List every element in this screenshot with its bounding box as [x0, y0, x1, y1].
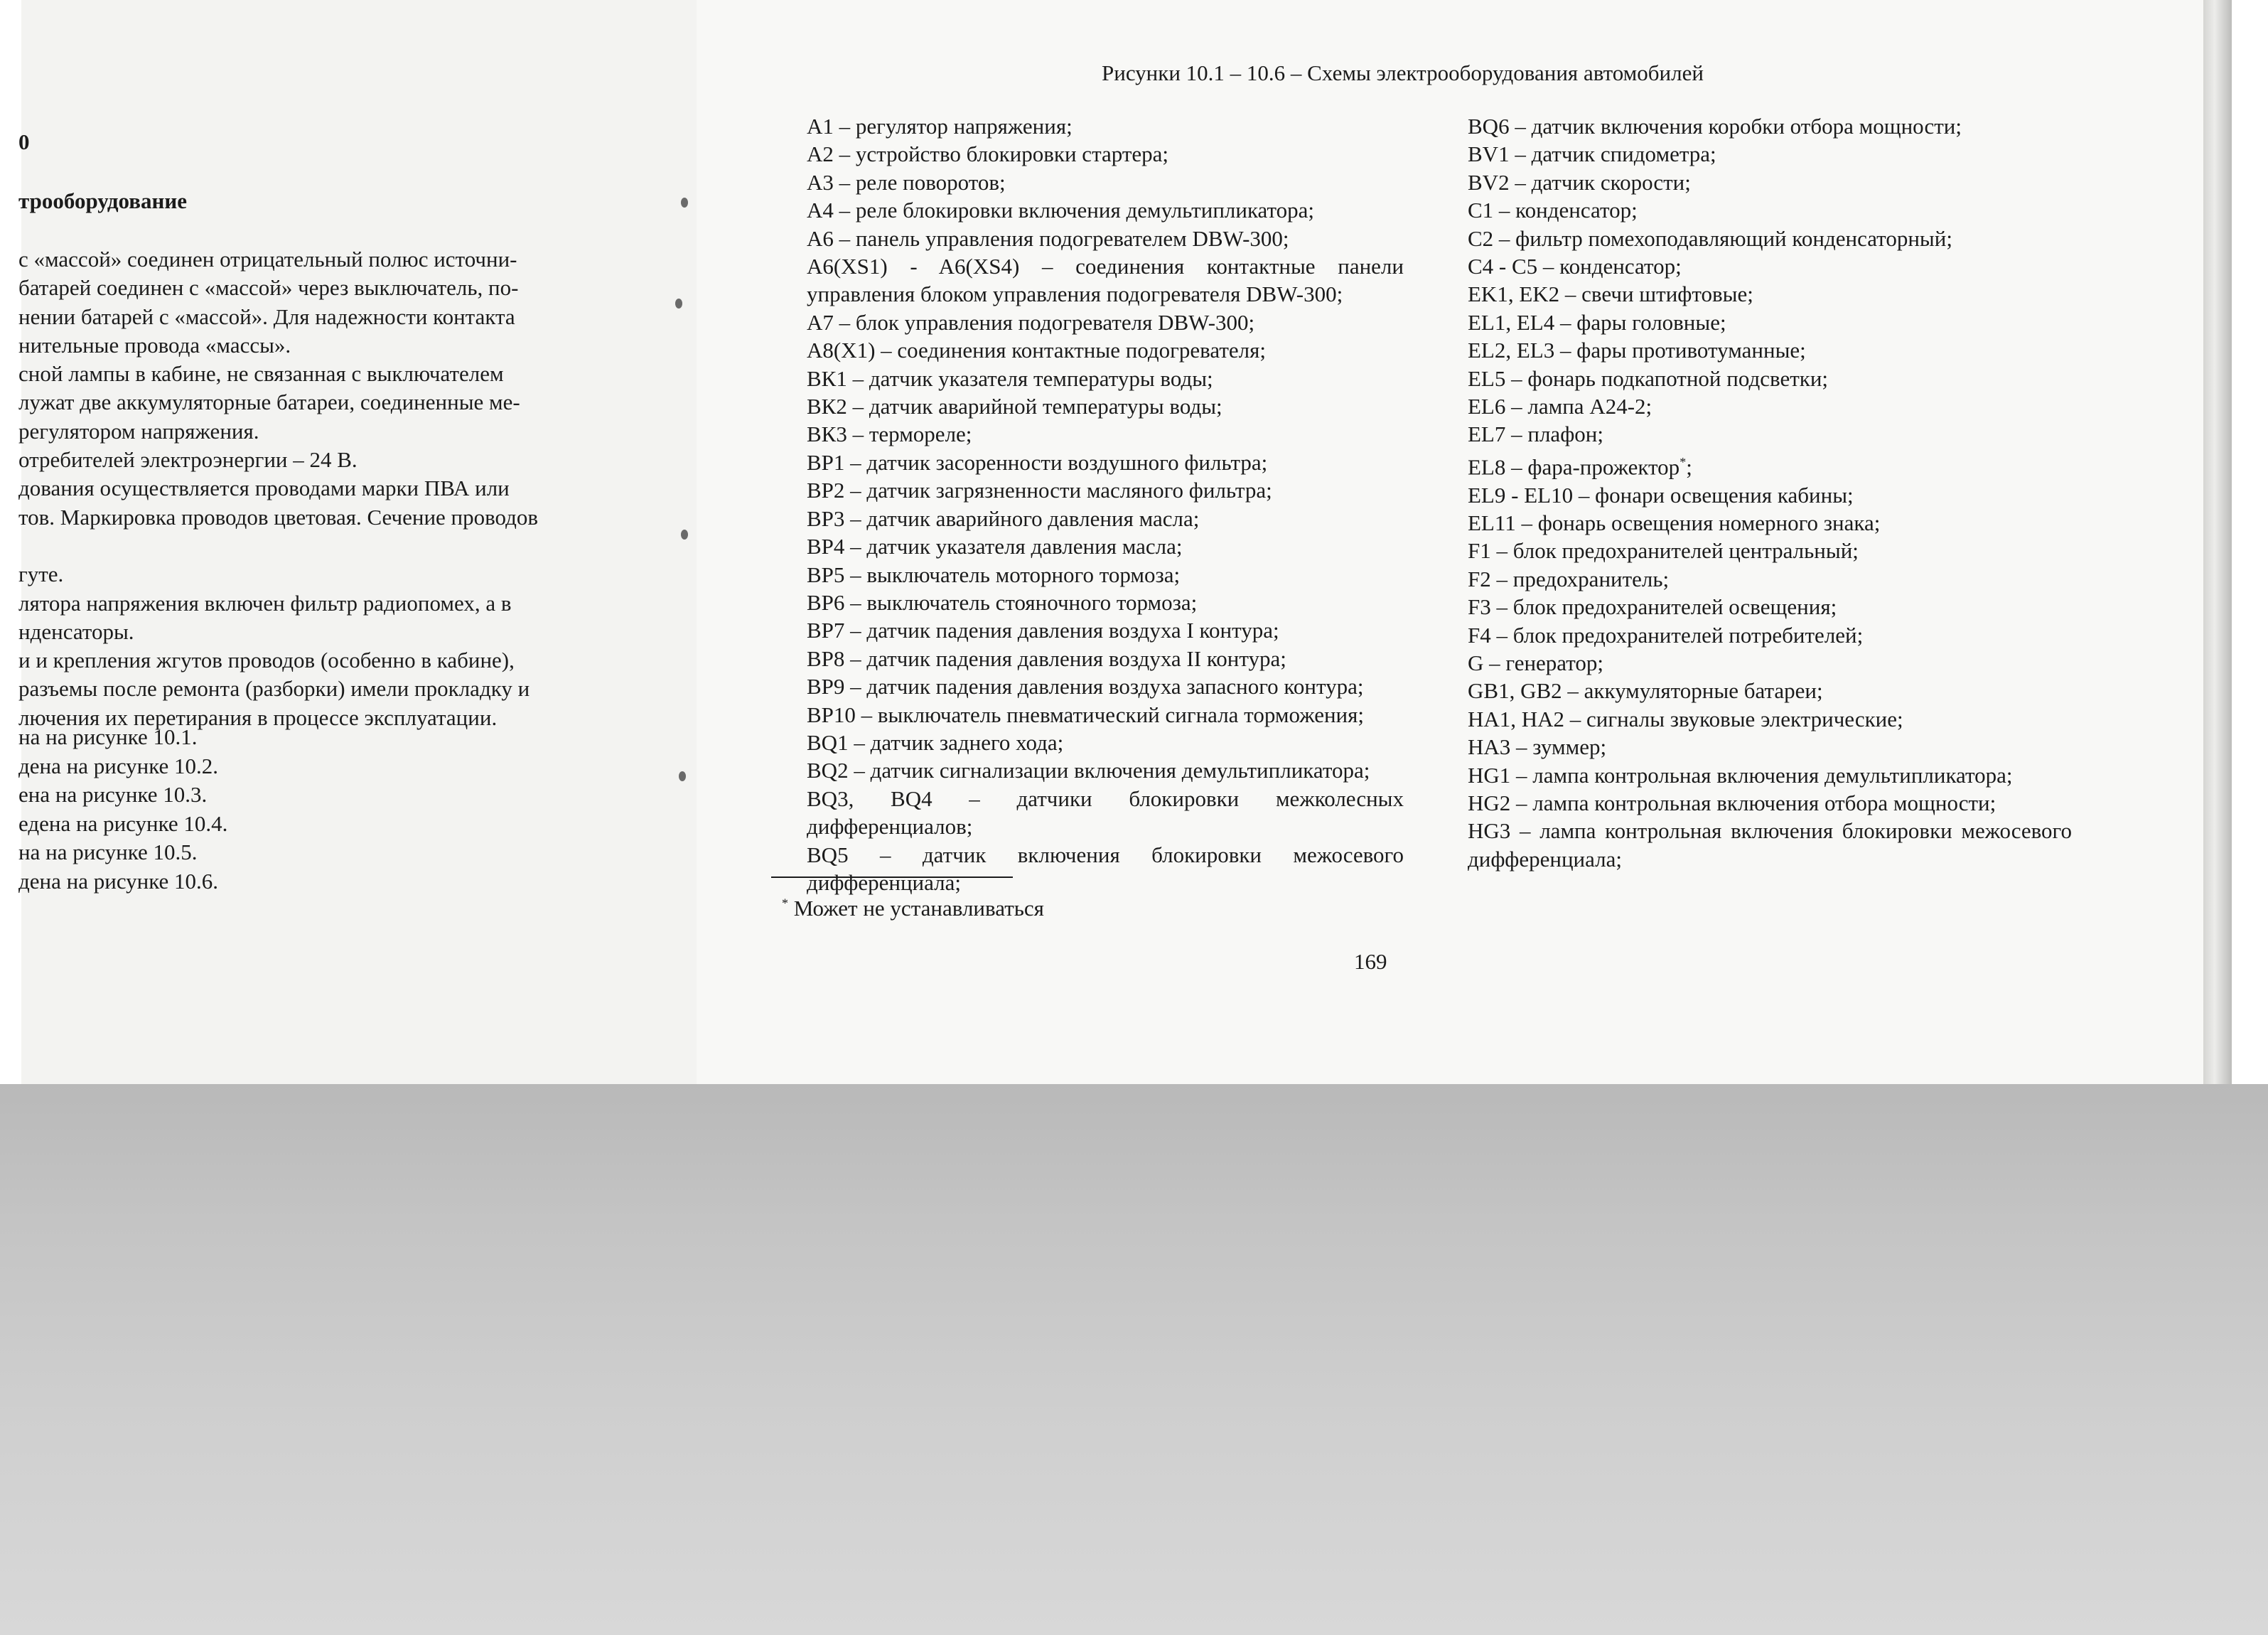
- legend-item: А8(X1) – соединения контактные подогревателя;: [807, 338, 1266, 363]
- footnote-marker: *: [1679, 454, 1687, 469]
- legend-item: EL9 - EL10 – фонари освещения кабины;: [1468, 482, 1854, 508]
- footnote-rule: [771, 877, 1013, 878]
- legend-item: A6(XS1) - A6(XS4) – соединения контактные панели управления блоком управления подогревателя DBW-300;: [807, 254, 1404, 307]
- legend-item: ВР5 – выключатель моторного тормоза;: [807, 562, 1181, 587]
- legend-item: BV2 – датчик скорости;: [1468, 169, 1691, 195]
- figure-reference: дена на рисунке 10.2.: [18, 753, 219, 778]
- legend-item: ВР10 – выключатель пневматический сигнала торможения;: [807, 702, 1365, 727]
- legend-item: А3 – реле поворотов;: [807, 169, 1006, 195]
- figure-reference: ена на рисунке 10.3.: [18, 782, 208, 807]
- left-body-text: [18, 245, 683, 732]
- footnote-marker: *: [782, 896, 788, 911]
- legend-item: ВР2 – датчик загрязненности масляного фильтра;: [807, 478, 1272, 503]
- left-figure-list: [18, 723, 227, 896]
- legend-item: А6 – панель управления подогревателем DBW-300;: [807, 225, 1289, 251]
- legend-item: A1 – регулятор напряжения;: [807, 114, 1073, 139]
- left-line: дования осуществляется проводами марки ПВА или: [18, 476, 510, 501]
- left-line: с «массой» соединен отрицательный полюс источни-: [18, 247, 517, 272]
- figure-reference: дена на рисунке 10.6.: [18, 868, 219, 894]
- left-section-heading: трооборудование: [18, 188, 187, 213]
- page-number: 169: [1354, 949, 1387, 974]
- legend-item: BQ3, BQ4 – датчики блокировки межколесных дифференциалов;: [807, 786, 1404, 840]
- legend-item: HG1 – лампа контрольная включения демультипликатора;: [1468, 762, 2013, 788]
- legend-item: F4 – блок предохранителей потребителей;: [1468, 622, 1864, 648]
- legend-item: EK1, EK2 – свечи штифтовые;: [1468, 282, 1753, 307]
- legend-item: BV1 – датчик спидометра;: [1468, 141, 1716, 167]
- page-edge: [2203, 0, 2232, 1084]
- left-page: [18, 0, 698, 1084]
- legend-item: EL6 – лампа А24-2;: [1468, 394, 1652, 419]
- binding-hole: [675, 299, 682, 309]
- legend-item: А4 – реле блокировки включения демультипликатора;: [807, 198, 1315, 223]
- legend-item: EL11 – фонарь освещения номерного знака;: [1468, 510, 1881, 536]
- left-line: лючения их перетирания в процессе эксплуатации.: [18, 704, 498, 730]
- legend-item: C2 – фильтр помехоподавляющий конденсаторный;: [1468, 225, 1952, 251]
- legend-item: EL5 – фонарь подкапотной подсветки;: [1468, 365, 1829, 391]
- left-line: тов. Маркировка проводов цветовая. Сечение проводов: [18, 504, 539, 530]
- left-line: и и крепления жгутов проводов (особенно в кабине),: [18, 648, 515, 673]
- footnote: [782, 896, 1044, 921]
- legend-item: А2 – устройство блокировки стартера;: [807, 141, 1169, 167]
- legend-item: ВК2 – датчик аварийной температуры воды;: [807, 394, 1222, 419]
- legend-item: ВР1 – датчик засоренности воздушного фильтра;: [807, 449, 1268, 475]
- left-line: гуте.: [18, 562, 64, 587]
- legend-item: EL7 – плафон;: [1468, 422, 1603, 447]
- legend-item: С4 - С5 – конденсатор;: [1468, 254, 1682, 279]
- binding-hole: [681, 198, 688, 208]
- figure-reference: на на рисунке 10.5.: [18, 840, 198, 864]
- legend-item: F3 – блок предохранителей освещения;: [1468, 594, 1837, 620]
- legend-item: G – генератор;: [1468, 650, 1604, 676]
- legend-item: BQ1 – датчик заднего хода;: [807, 729, 1064, 755]
- legend-item: BQ2 – датчик сигнализации включения демультипликатора;: [807, 758, 1370, 783]
- legend-item: ВР7 – датчик падения давления воздуха I контура;: [807, 618, 1279, 643]
- legend-column-1: [807, 112, 1404, 896]
- left-line: нительные провода «массы».: [18, 332, 291, 358]
- left-line: батарей соединен с «массой» через выключатель, по-: [18, 275, 519, 301]
- left-section-number: 0: [18, 129, 30, 154]
- legend-item: ВР4 – датчик указателя давления масла;: [807, 534, 1183, 559]
- legend-item: HG3 – лампа контрольная включения блокировки межосевого дифференциала;: [1468, 818, 2072, 872]
- left-line: отребителей электроэнергии – 24 В.: [18, 447, 358, 473]
- legend-item: ВР9 – датчик падения давления воздуха запасного контура;: [807, 674, 1364, 699]
- legend-item: EL1, EL4 – фары головные;: [1468, 309, 1726, 335]
- legend-item-text: EL8 – фара-прожектор: [1468, 454, 1680, 480]
- left-line: нденсаторы.: [18, 618, 134, 644]
- legend-item: А7 – блок управления подогревателя DBW-300;: [807, 309, 1255, 335]
- left-line: нении батарей с «массой». Для надежности контакта: [18, 304, 515, 329]
- left-line: лятора напряжения включен фильтр радиопомех, а в: [18, 590, 512, 616]
- legend-item: ВР6 – выключатель стояночного тормоза;: [807, 589, 1198, 615]
- legend-item: GB1, GB2 – аккумуляторные батареи;: [1468, 678, 1823, 704]
- binding-hole: [681, 530, 688, 540]
- legend-item: ВР3 – датчик аварийного давления масла;: [807, 505, 1200, 531]
- legend-item: HG2 – лампа контрольная включения отбора мощности;: [1468, 790, 1996, 816]
- legend-item: C1 – конденсатор;: [1468, 198, 1638, 223]
- figure-reference: едена на рисунке 10.4.: [18, 810, 228, 836]
- legend-item: BQ6 – датчик включения коробки отбора мощности;: [1468, 114, 1962, 139]
- legend-item: F1 – блок предохранителей центральный;: [1468, 538, 1859, 564]
- page-title: Рисунки 10.1 – 10.6 – Схемы электрооборудования автомобилей: [1102, 60, 1704, 85]
- scanner-background: [0, 1084, 2268, 1635]
- legend-item: HA1, HA2 – сигналы звуковые электрические;: [1468, 706, 1903, 731]
- legend-item: EL2, EL3 – фары противотуманные;: [1468, 338, 1806, 363]
- left-line: лужат две аккумуляторные батареи, соединенные ме-: [18, 390, 520, 415]
- figure-reference: на на рисунке 10.1.: [18, 724, 198, 749]
- legend-item: ВК1 – датчик указателя температуры воды;: [807, 365, 1213, 391]
- legend-item: ВР8 – датчик падения давления воздуха II контура;: [807, 645, 1286, 671]
- legend-item-suffix: ;: [1686, 454, 1692, 480]
- legend-item: ВК3 – термореле;: [807, 422, 972, 447]
- left-line: [18, 532, 683, 560]
- right-page: [697, 0, 2203, 1084]
- legend-item-footnoted: [1468, 449, 2072, 481]
- legend-item: F2 – предохранитель;: [1468, 566, 1670, 591]
- left-line: регулятором напряжения.: [18, 418, 259, 444]
- legend-item: BQ5 – датчик включения блокировки межосевого дифференциала;: [807, 842, 1404, 895]
- legend-item: HA3 – зуммер;: [1468, 734, 1607, 760]
- legend-column-2: [1468, 112, 2072, 873]
- left-line: разъемы после ремонта (разборки) имели прокладку и: [18, 676, 530, 702]
- footnote-text: Может не устанавливаться: [793, 896, 1044, 921]
- left-line: сной лампы в кабине, не связанная с выключателем: [18, 361, 504, 387]
- binding-hole: [679, 771, 686, 781]
